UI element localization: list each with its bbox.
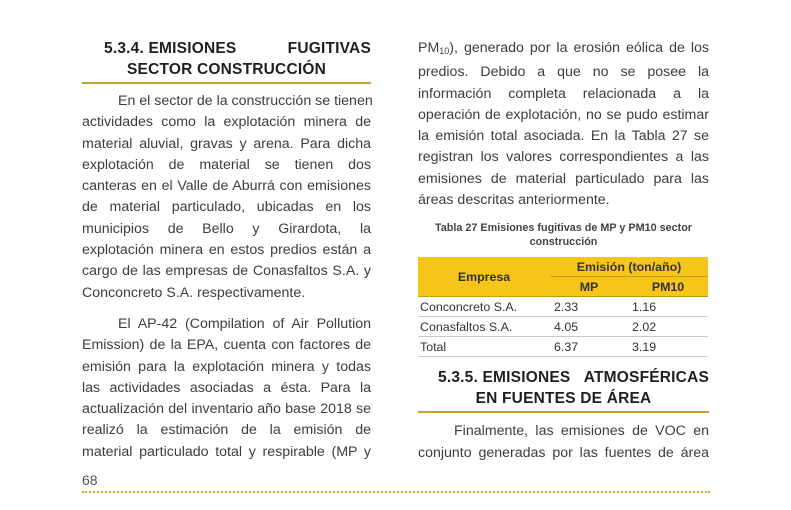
text-line: la emisión total asociada. En la Tabla 27 se <box>418 128 709 145</box>
cell-pm10: 1.16 <box>628 297 708 317</box>
cell-empresa: Conconcreto S.A. <box>418 297 550 317</box>
table-row <box>418 317 708 337</box>
heading-underline <box>418 411 709 413</box>
header-pm10: PM10 <box>628 277 708 297</box>
text-line: información completa relacionada a la <box>418 85 709 102</box>
cell-empresa: Total <box>418 337 550 357</box>
text-line: actualización del inventario año base 2018 se <box>82 401 371 418</box>
text-line: conjunto generadas por las fuentes de área <box>418 444 709 461</box>
text-line: emisión para la explotación minera y todas <box>82 358 371 375</box>
text-line: municipios de Bello y Girardota, la <box>82 220 371 237</box>
text-line: actividades como la explotación minera de <box>82 114 371 131</box>
header-emision: Emisión (ton/año) <box>550 257 708 277</box>
text-line: Emission) de la EPA, cuenta con factores de <box>82 337 371 354</box>
text-fragment: PM <box>418 40 440 56</box>
emissions-table <box>418 257 708 357</box>
footer-dotted-rule <box>82 491 710 493</box>
text-line: predios. Debido a que no se posee la <box>418 64 709 81</box>
heading-number: 5.3.4. <box>104 40 144 57</box>
text-line: El AP-42 (Compilation of Air Pollution <box>118 315 371 332</box>
heading-word: EMISIONES <box>148 40 237 57</box>
text-line: realizó la estimación de la emisión de <box>82 422 371 439</box>
table-row <box>418 297 708 317</box>
text-line: operación de explotación, no se pudo estimar <box>418 106 709 123</box>
text-line: material particulado total y respirable (MP y <box>82 443 371 460</box>
table-row <box>418 337 708 357</box>
text-line: Conconcreto S.A. respectivamente. <box>82 284 306 301</box>
header-empresa: Empresa <box>418 257 550 297</box>
subscript: 10 <box>439 46 450 56</box>
heading-word: ATMOSFÉRICAS <box>583 369 709 387</box>
text-line: cargo de las empresas de Conasfaltos S.A. y <box>82 263 371 280</box>
text-line: las actividades asociadas a ésta. Para la <box>82 379 371 396</box>
heading-word: EMISIONES <box>482 369 571 387</box>
text-line: explotación minera en estos predios están a <box>82 242 371 259</box>
cell-mp: 2.33 <box>550 297 628 317</box>
section-heading-5-3-5 <box>418 367 709 409</box>
cell-pm10: 3.19 <box>628 337 708 357</box>
text-line: En el sector de la construcción se tienen <box>118 93 373 109</box>
text-line: explotación de material se tienen dos <box>82 156 371 173</box>
cell-mp: 4.05 <box>550 317 628 337</box>
text-line: áreas descritas anteriormente. <box>418 192 610 209</box>
left-column <box>82 38 371 463</box>
table-header-row <box>418 257 708 277</box>
cell-empresa: Conasfaltos S.A. <box>418 317 550 337</box>
section-heading-5-3-4 <box>82 38 371 80</box>
caption-line: construcción <box>529 236 598 249</box>
text-line: emisiones de material particulado para las <box>418 170 709 187</box>
right-column <box>418 38 709 464</box>
paragraph-ap42 <box>82 314 371 463</box>
text-line: registran los valores correspondientes a las <box>418 149 709 166</box>
caption-line: Tabla 27 Emisiones fugitivas de MP y PM10 sector <box>434 222 693 235</box>
text-line: material aluvial, gravas y arena. Para dicha <box>82 135 371 152</box>
cell-mp: 6.37 <box>550 337 628 357</box>
heading-word: FUGITIVAS <box>287 40 371 57</box>
heading-underline <box>82 82 371 84</box>
page-number: 68 <box>82 472 98 488</box>
paragraph-construction <box>82 91 371 304</box>
heading-line2: EN FUENTES DE ÁREA <box>475 390 652 408</box>
header-mp: MP <box>550 277 628 297</box>
paragraph-voc <box>418 421 709 464</box>
text-fragment: ), generado por la erosión eólica de los <box>449 40 709 56</box>
cell-pm10: 2.02 <box>628 317 708 337</box>
paragraph-pm10 <box>418 38 709 211</box>
table-caption <box>418 221 709 249</box>
heading-number: 5.3.5. <box>438 369 478 387</box>
text-line: de material particulado, ubicadas en los <box>82 199 371 216</box>
heading-line2: SECTOR CONSTRUCCIÓN <box>127 61 326 78</box>
text-line: Finalmente, las emisiones de VOC en <box>454 423 709 440</box>
text-line: canteras en el Valle de Aburrá con emisiones <box>82 178 371 195</box>
text-line <box>418 38 709 62</box>
